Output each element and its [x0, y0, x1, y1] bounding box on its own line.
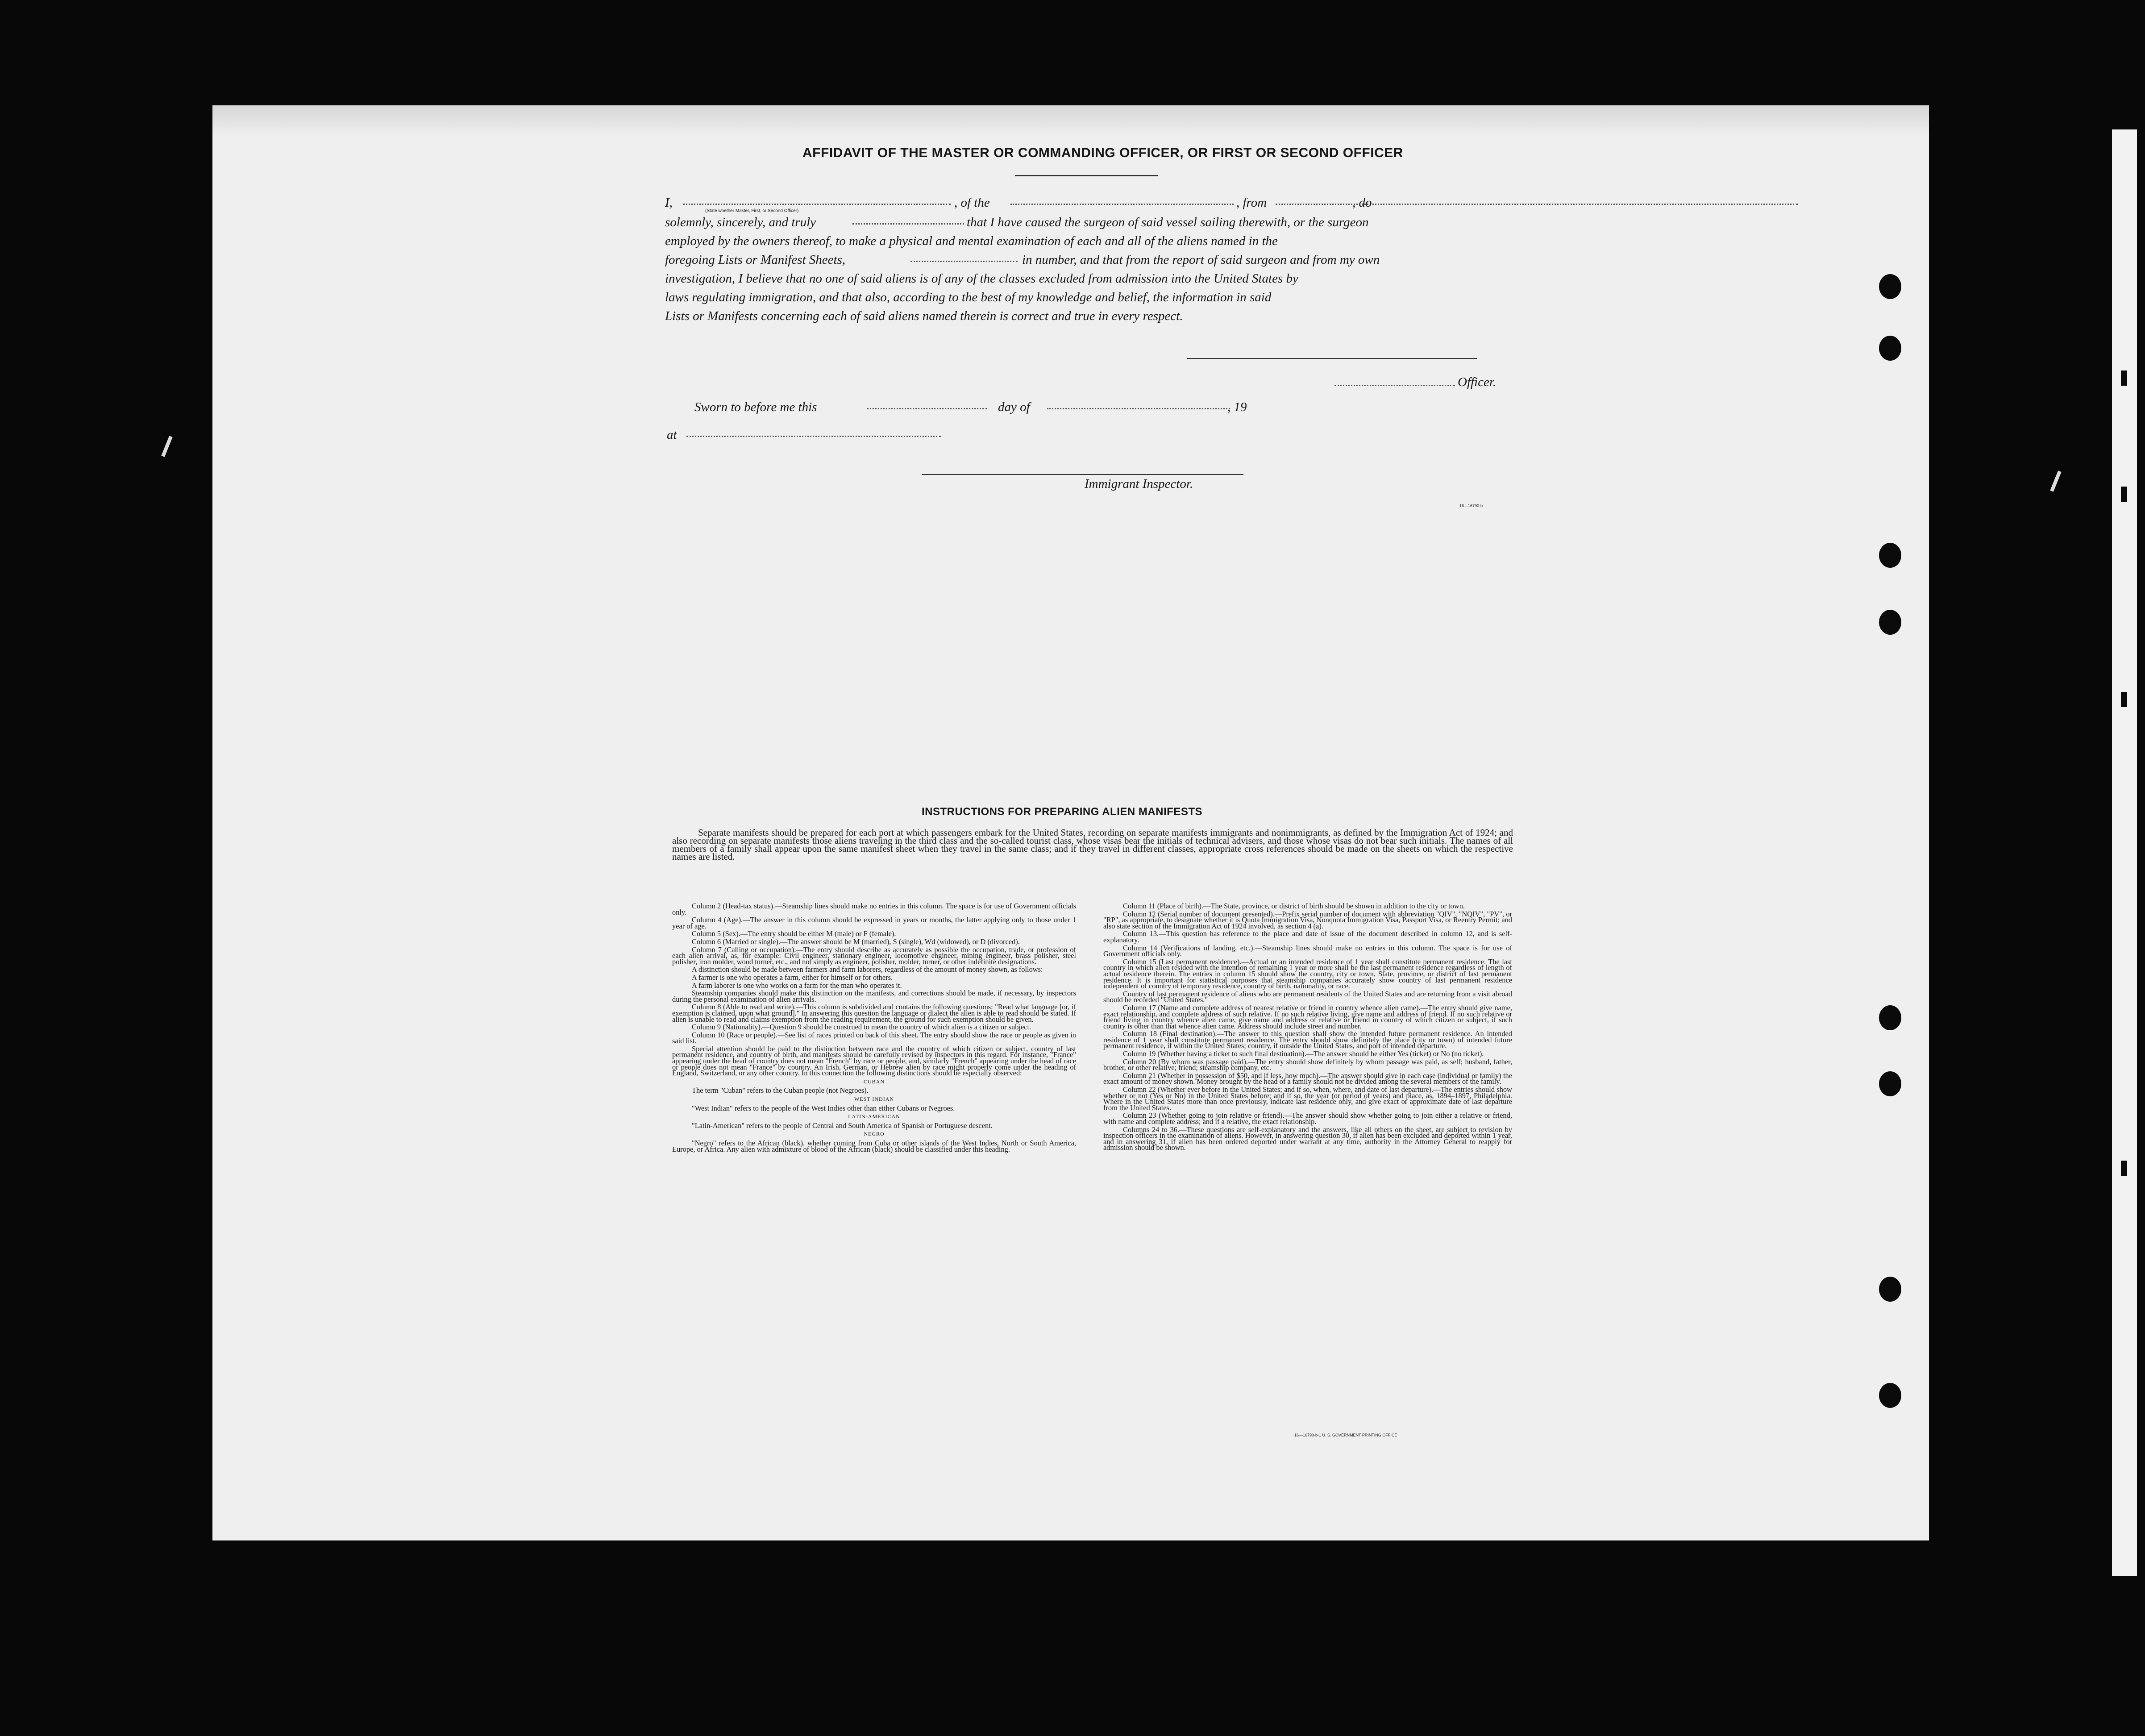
affidavit-line-4a: foregoing Lists or Manifest Sheets, [665, 253, 846, 267]
column-5-note: Column 5 (Sex).—The entry should be either M (male) or F (female). [692, 929, 896, 938]
column-22-note: Column 22 (Whether ever before in the United States; and if so, when, where, and date of last departure).—The entries should show whether or not (Yes or No) in the United States before; and if so, the year (or period of years) and place, as, 1894–1897, Philadelphia. Where in the United States more than once previously, indicate last residence only, and give exact or approximate date of last departure from the United States. [1103, 1085, 1512, 1112]
inspector-label: Immigrant Inspector. [1085, 477, 1193, 491]
column-19-note: Column 19 (Whether having a ticket to such final destination).—The answer should be either Yes (ticket) or No (no ticket). [1123, 1049, 1484, 1058]
instructions-left-column [672, 903, 1076, 1443]
signature-line-1 [1187, 358, 1477, 359]
rank-note: (State whether Master, First, or Second Officer) [705, 208, 799, 213]
punch-hole [1879, 336, 1901, 361]
instructions-intro [672, 828, 1513, 861]
sworn-place-blank [686, 436, 941, 437]
text-do: , do [1352, 196, 1372, 210]
column-7-note: Column 7 (Calling or occupation).—The entry should describe as accurately as possible the occupation, trade, or profession of each alien arrival, as, for example: Civil engineer, stationary engineer, locomotive engineer, mining engineer, brass polisher, steel polisher, iron molder, wood turner, etc., and not simply as engineer, polisher, molder, turner, or other indefinite designations. [672, 945, 1076, 966]
negro-heading: NEGRO [864, 1131, 885, 1137]
affidavit-line-2b: that I have caused the surgeon of said vessel sailing therewith, or the surgeon [967, 215, 1369, 229]
edge-notch [2121, 1161, 2127, 1176]
column-9-note: Column 9 (Nationality).—Question 9 should be construed to mean the country of which alien is a citizen or subject. [692, 1023, 1031, 1032]
affidavit-line-7: Lists or Manifests concerning each of said aliens named therein is correct and true in every respect. [665, 309, 1183, 323]
column-17-note: Column 17 (Name and complete address of nearest relative or friend in country whence alien came).—The entry should give name, exact relationship, and complete address of such relative. If no such relative living, give name and address of friend. If no such relative or friend living in country whence alien came, give name and address of relative or friend in country of which citizen or subject, if such country is other than that whence alien came. Address should include street and number. [1103, 1003, 1512, 1030]
column-15-note: Column 15 (Last permanent residence).—Actual or an intended residence of 1 year shall constitute permanent residence. The last country in which alien resided with the intention of remaining 1 year or more shall be the last permanent residence regardless of length of actual residence therein. The entries in column 15 should show the country, city or town, State, province, or district of last permanent residence. It is important for statistical purposes that steamship companies accurately show country of last permanent residence independent of country of temporary residence, country of birth, nationality, or race. [1103, 957, 1512, 991]
column-12-note: Column 12 (Serial number of document presented).—Prefix serial number of document with abbreviation "QIV", "NQIV", "PV", or "RP", as appropriate, to designate whether it is Quota Immigration Visa, Nonquota Immigration Visa, Passport Visa, or Reentry Permit; and also state section of the Immigration Act of 1924 involved, as section 4 (a). [1103, 909, 1512, 930]
officer-rank-blank [683, 204, 951, 205]
scan-grain [212, 105, 1929, 137]
affidavit-line-5: investigation, I believe that no one of said aliens is of any of the classes excluded from admission into the United States by [665, 271, 1298, 286]
punch-hole [1879, 543, 1901, 568]
instructions-right-column [1103, 903, 1512, 1434]
west-indian-heading: WEST INDIAN [854, 1096, 894, 1103]
punch-hole [1879, 1071, 1901, 1096]
text-from: , from [1236, 196, 1267, 210]
column-13-note: Column 13.—This question has reference to the place and date of issue of the document described in column 12, and is self-explanatory. [1103, 929, 1512, 944]
edge-notch [2121, 692, 2127, 707]
affidavit-line-3: employed by the owners thereof, to make a physical and mental examination of each and all of the aliens named in the [665, 234, 1278, 248]
steamship-corrections: Steamship companies should make this distinction on the manifests, and corrections should be made, if necessary, by inspectors during the personal examination of alien arrivals. [672, 989, 1076, 1003]
film-scratch [2050, 470, 2061, 492]
cuban-heading: CUBAN [863, 1078, 885, 1085]
affidavit-title: AFFIDAVIT OF THE MASTER OR COMMANDING OFFICER, OR FIRST OR SECOND OFFICER [802, 146, 1403, 160]
column-23-note: Column 23 (Whether going to join relative or friend).—The answer should show whether going to join either a relative or friend, with name and complete address; and if a relative, the exact relationship. [1103, 1111, 1512, 1126]
affidavit-line-4b: in number, and that from the report of said surgeon and from my own [1022, 253, 1380, 267]
column-11-note: Column 11 (Place of birth).—The State, province, or district of birth should be shown in addition to the city or town. [1123, 902, 1465, 910]
affidavit-line-1 [665, 196, 673, 210]
latin-american-heading: LATIN-AMERICAN [848, 1113, 900, 1120]
printing-office-imprint: 16—16790-b-1 U. S. GOVERNMENT PRINTING OFFICE [1294, 1433, 1397, 1437]
blank-line-2 [852, 223, 964, 225]
punch-hole [1879, 1277, 1901, 1302]
column-4-note: Column 4 (Age).—The answer in this column should be expressed in years or months, the latter applying only to those under 1 year of age. [672, 916, 1076, 930]
negro-definition: "Negro" refers to the African (black), whether coming from Cuba or other islands of the West Indies, North or South America, Europe, or Africa. Any alien with admixture of blood of the African (black) should be classified under this heading. [672, 1139, 1076, 1153]
at-label: at [667, 428, 677, 442]
officer-label: Officer. [1458, 375, 1497, 389]
film-edge-strip [2112, 129, 2137, 1576]
title-underline [1015, 175, 1158, 176]
column-6-note: Column 6 (Married or single).—The answer should be M (married), S (single), Wd (widowed), or D (divorced). [692, 937, 1020, 946]
film-scratch [161, 436, 172, 457]
column-10-note: Column 10 (Race or people).—See list of races printed on back of this sheet. The entry should show the race or people as given in said list. [672, 1030, 1076, 1045]
instructions-title: INSTRUCTIONS FOR PREPARING ALIEN MANIFESTS [922, 806, 1203, 818]
affidavit-line-2a: solemnly, sincerely, and truly [665, 215, 816, 229]
race-distinction-note: Special attention should be paid to the distinction between race and the country of which citizen or subject, country of last permanent residence, and country of birth, and manifests should be carefully revised by inspectors in this regard. For instance, "France" appearing under the head of country does not mean "French" by race or people, and, similarly "French" appearing under the head of race or people does not mean "France" by country. An Irish, German, or Hebrew alien by race might properly come under the heading of England, Switzerland, or any other country. In this connection the following distinctions should be especially observed: [672, 1044, 1076, 1078]
column-14-note: Column 14 (Verifications of landing, etc.).—Steamship lines should make no entries in this column. The space is for use of Government officials only. [1103, 943, 1512, 958]
punch-hole [1879, 1383, 1901, 1408]
columns-24-36-note: Columns 24 to 36.—These questions are self-explanatory and the answers, like all others on the sheet, are subject to revision by inspection officers in the examination of aliens. However, in answering question 30, if alien has been excluded and deported within 1 year, and in answering 31, if alien has been ordered deported under warrant at any time, authority in the Attorney General to reapply for admission should be shown. [1103, 1125, 1512, 1152]
affidavit-line-6: laws regulating immigration, and that also, according to the best of my knowledge and belief, the information in said [665, 290, 1272, 304]
farmer-definition: A farmer is one who operates a farm, either for himself or for others. [692, 973, 893, 982]
punch-hole [1879, 1005, 1901, 1030]
form-number: 16—16790-b [1459, 504, 1483, 508]
signature-line-2 [1334, 385, 1455, 386]
cuban-definition: The term "Cuban" refers to the Cuban people (not Negroes). [692, 1086, 869, 1095]
latin-american-definition: "Latin-American" refers to the people of Central and South America of Spanish or Portuguese descent. [692, 1121, 993, 1130]
year-label: , 19 [1227, 400, 1247, 414]
farmer-distinction: A distinction should be made between farmers and farm laborers, regardless of the amount of money shown, as follows: [692, 965, 1043, 974]
sworn-day-blank [867, 408, 987, 409]
vessel-name-blank [1010, 204, 1234, 205]
edge-notch [2121, 371, 2127, 386]
sworn-label: Sworn to before me this [694, 400, 817, 414]
edge-notch [2121, 487, 2127, 502]
farm-laborer-definition: A farm laborer is one who works on a farm for the man who operates it. [692, 981, 902, 990]
day-of-label: day of [998, 400, 1030, 414]
residence-us-note: Country of last permanent residence of aliens who are permanent residents of the United States and are returning from a visit abroad should be recorded "United States." [1103, 989, 1512, 1004]
punch-hole [1879, 610, 1901, 635]
intro-paragraph: Separate manifests should be prepared for each port at which passengers embark for the United States, recording on separate manifests immigrants and nonimmigrants, as defined by the Immigration Act of 1924; and also recording on separate manifests those aliens traveling in the third class and the so-called tourist class, whose visas bear the initials of technical advisers, and those whose visas do not bear such initials. The names of all members of a family shall appear upon the same manifest sheet when they travel in the same class; and if they travel in different classes, appropriate cross references should be made on the sheets on which the respective names are listed. [672, 827, 1513, 862]
text-i: I, [665, 196, 673, 210]
column-2-note: Column 2 (Head-tax status).—Steamship lines should make no entries in this column. The space is for use of Government officials only. [672, 902, 1076, 916]
column-18-note: Column 18 (Final destination).—The answer to this question shall show the intended future permanent residence. An intended residence of 1 year shall constitute permanent residence. The entry should show definitely the place (city or town) of intended future permanent residence, if within the United States; country, if outside the United States, and port of intended departure. [1103, 1029, 1512, 1050]
column-20-note: Column 20 (By whom was passage paid).—The entry should show definitely by whom passage was paid, as self; husband, father, brother, or other relative; friend; steamship company, etc. [1103, 1057, 1512, 1072]
punch-hole [1879, 274, 1901, 299]
sworn-month-blank [1047, 408, 1230, 409]
column-8-note: Column 8 (Able to read and write).—This column is subdivided and contains the following questions: "Read what language [or, if exemption is claimed, upon what ground]." In answering this question the language or dialect the alien is able to read should be stated. If alien is unable to read and claims exemption from the reading requirement, the ground for such exemption should be given. [672, 1003, 1076, 1024]
inspector-signature-line [922, 474, 1243, 475]
sheet-count-blank [910, 261, 1018, 262]
text-of-the: , of the [954, 196, 990, 210]
west-indian-definition: "West Indian" refers to the people of the West Indies other than either Cubans or Negroes. [692, 1103, 955, 1112]
column-21-note: Column 21 (Whether in possession of $50, and if less, how much).—The answer should give in each case (individual or family) the exact amount of money shown. Money brought by the head of a family should not be divided among the several members of the family. [1103, 1071, 1512, 1086]
